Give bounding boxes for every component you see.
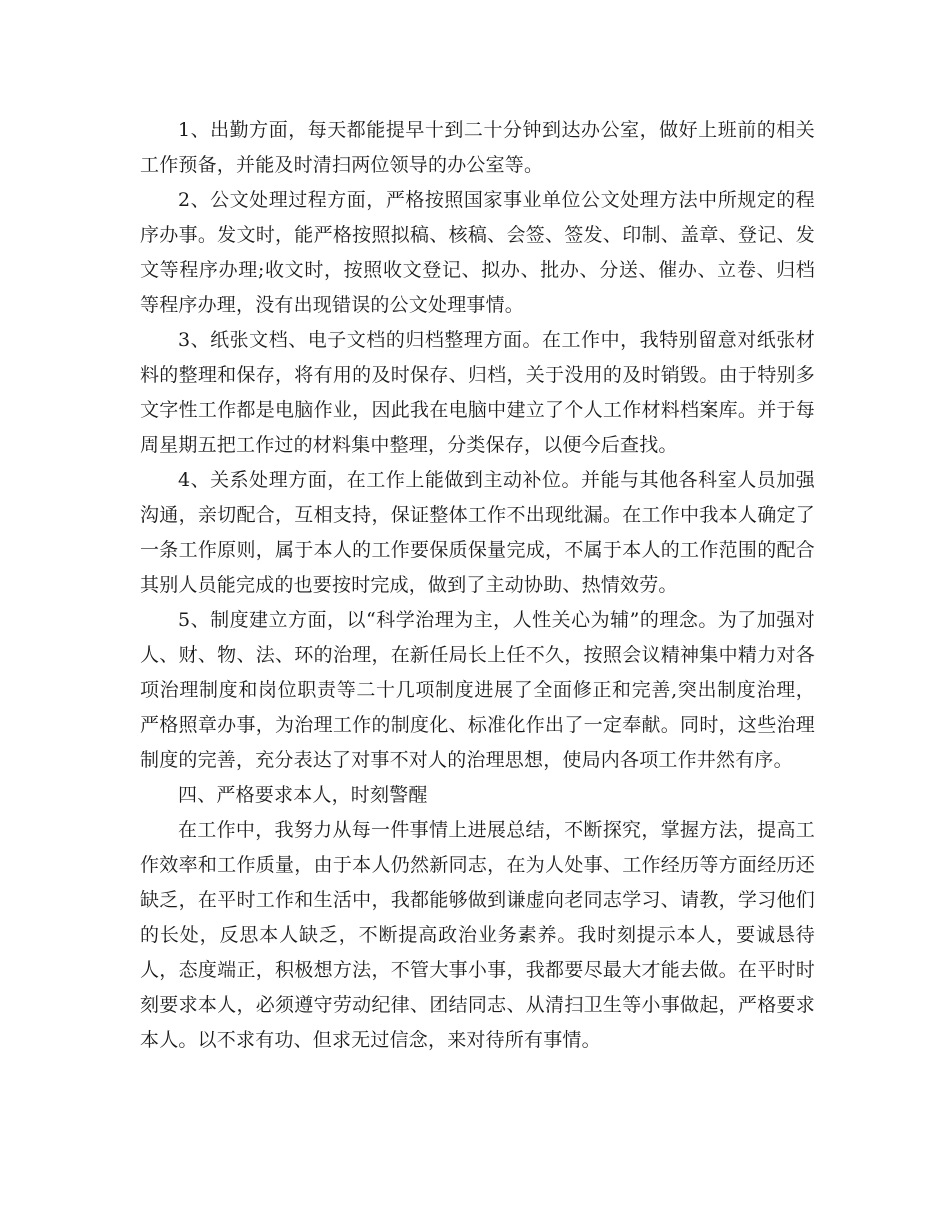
paragraph-attendance: 1、出勤方面，每天都能提早十到二十分钟到达办公室，做好上班前的相关工作预备，并能及时清扫两位领导的办公室等。 — [140, 119, 815, 176]
paragraph-system-building: 5、制度建立方面，以“科学治理为主，人性关心为辅”的理念。为了加强对人、财、物、法、环的治理，在新任局长上任不久，按照会议精神集中精力对各项治理制度和岗位职责等二十几项制度进展了全面修正和完善,突出制度治理，严格照章办事，为治理工作的制度化、标准化作出了一定奉献。同时，这些治理制度的完善，充分表达了对事不对人的治理思想，使局内各项工作井然有序。 — [140, 609, 815, 771]
section-heading-self-discipline: 四、严格要求本人，时刻警醒 — [178, 784, 428, 806]
paragraph-document-processing: 2、公文处理过程方面，严格按照国家事业单位公文处理方法中所规定的程序办事。发文时，能严格按照拟稿、核稿、会签、签发、印制、盖章、登记、发文等程序办理;收文时，按照收文登记、拟办、批办、分送、催办、立卷、归档等程序办理，没有出现错误的公文处理事情。 — [140, 189, 815, 316]
paragraph-archiving: 3、纸张文档、电子文档的归档整理方面。在工作中，我特别留意对纸张材料的整理和保存，将有用的及时保存、归档，关于没用的及时销毁。由于特别多文字性工作都是电脑作业，因此我在电脑中建立了个人工作材料档案库。并于每周星期五把工作过的材料集中整理，分类保存，以便今后查找。 — [140, 329, 815, 456]
paragraph-self-discipline: 在工作中，我努力从每一件事情上进展总结，不断探究，掌握方法，提高工作效率和工作质量，由于本人仍然新同志，在为人处事、工作经历等方面经历还缺乏，在平时工作和生活中，我都能够做到谦虚向老同志学习、请教，学习他们的长处，反思本人缺乏，不断提高政治业务素养。我时刻提示本人，要诚恳待人，态度端正，积极想方法，不管大事小事，我都要尽最大才能去做。在平时时刻要求本人，必须遵守劳动纪律、团结同志、从清扫卫生等小事做起，严格要求本人。以不求有功、但求无过信念，来对待所有事情。 — [140, 819, 815, 1051]
paragraph-relations: 4、关系处理方面，在工作上能做到主动补位。并能与其他各科室人员加强沟通，亲切配合，互相支持，保证整体工作不出现纰漏。在工作中我本人确定了一条工作原则，属于本人的工作要保质保量完成，不属于本人的工作范围的配合其别人员能完成的也要按时完成，做到了主动协助、热情效劳。 — [140, 469, 815, 596]
document-body — [140, 113, 815, 1058]
